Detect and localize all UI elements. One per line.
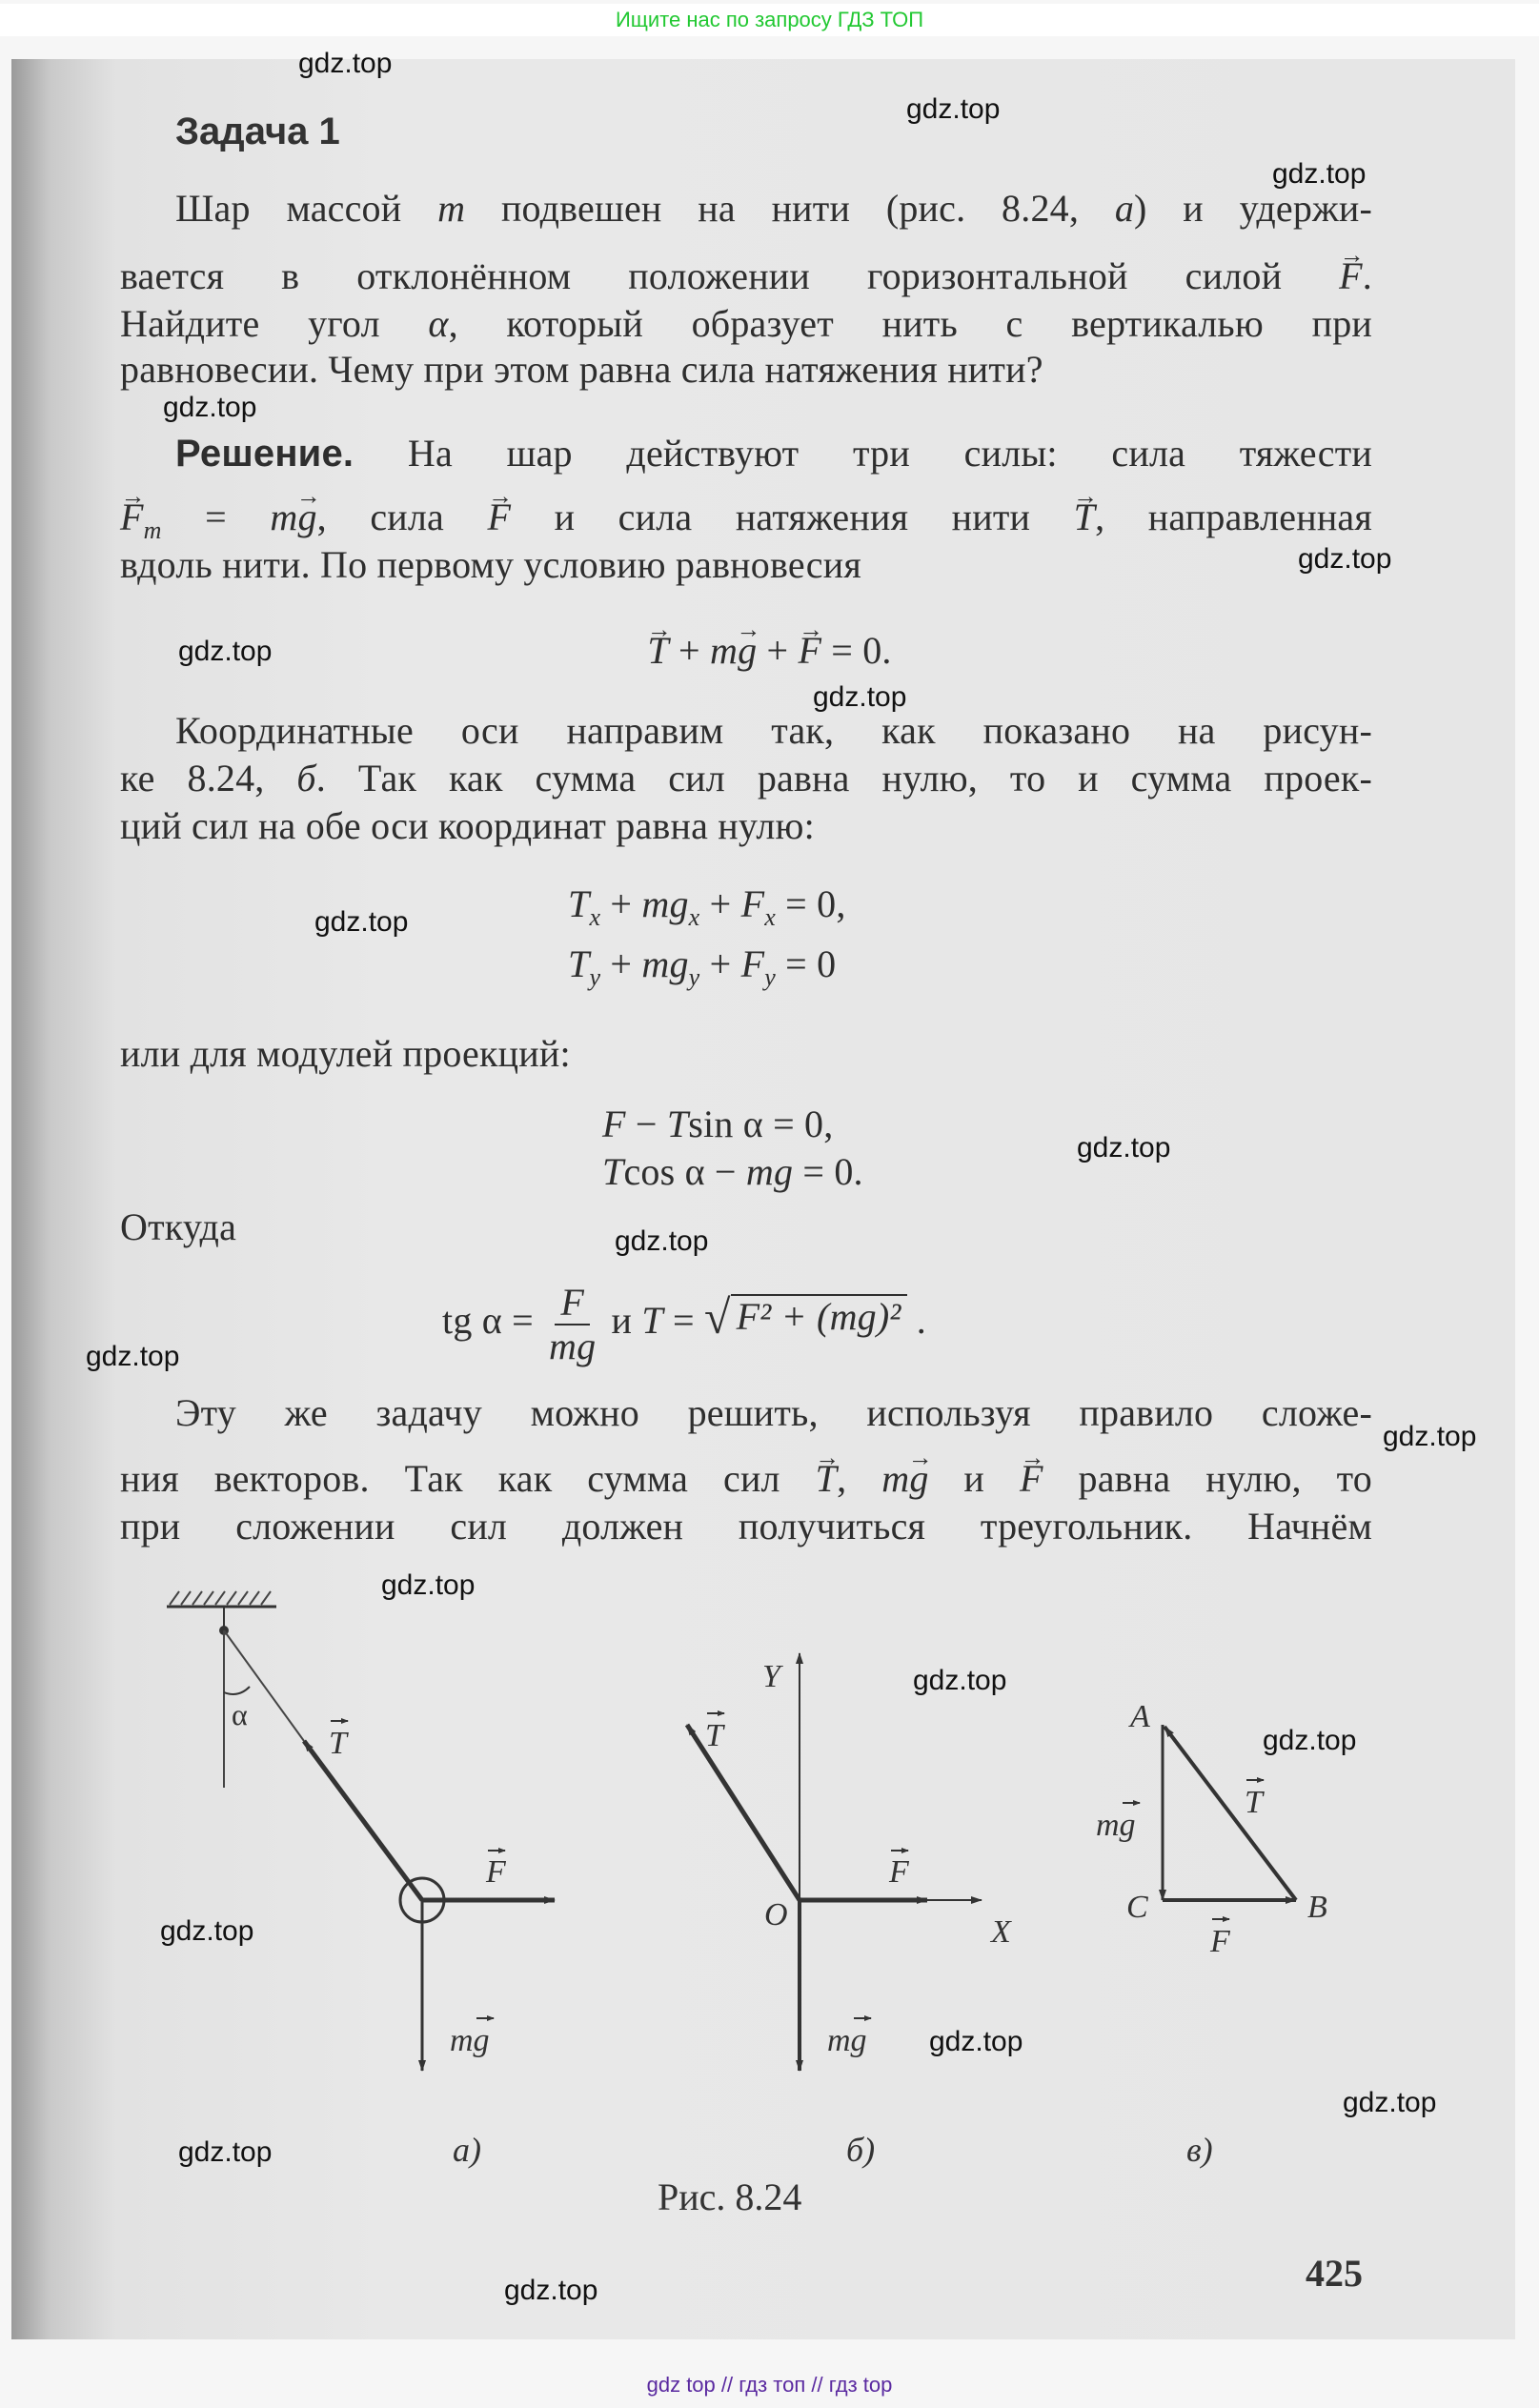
text-run: или для модулей проекций:: [120, 1032, 571, 1075]
text-run: = 0.: [793, 1150, 863, 1193]
text-run: На шар действуют три силы: сила тяжести: [354, 432, 1372, 475]
italic-symbol: а: [1114, 187, 1135, 230]
text-run: и: [928, 1457, 1020, 1500]
figure-b: [687, 1653, 1012, 2169]
watermark: gdz.top: [1272, 158, 1367, 190]
text-run: +: [600, 882, 642, 925]
italic-symbol: F: [602, 1103, 626, 1145]
watermark: gdz.top: [913, 1665, 1007, 1696]
text-run: .: [1362, 254, 1372, 297]
text-run: , направленная: [1095, 496, 1372, 538]
tension-arrow: [687, 1725, 800, 1900]
caption-a: а): [453, 2131, 481, 2169]
mg-label: mg: [450, 2023, 490, 2058]
watermark: gdz.top: [160, 1915, 254, 1947]
text-run: ) и удержи-: [1134, 187, 1372, 230]
text-run: = 0,: [775, 882, 846, 925]
text-run: cos α −: [623, 1150, 746, 1193]
vector-symbol: → F: [487, 494, 511, 541]
text-run: при сложении сил должен получиться треугольник. Начнём: [120, 1505, 1372, 1548]
square-root: √ F² + (mg)²: [704, 1294, 907, 1338]
italic-symbol: F: [740, 942, 765, 985]
vector-symbol: → F: [1020, 1455, 1043, 1503]
subscript: т: [143, 516, 162, 544]
caption-c: в): [1186, 2131, 1213, 2169]
problem-title: Задача 1: [175, 111, 340, 152]
watermark: gdz.top: [298, 48, 393, 79]
text-run: равновесии. Чему при этом равна сила натяжения нити?: [120, 348, 1043, 391]
bold-label: Решение.: [175, 433, 354, 475]
text-run: равна нулю, то: [1043, 1457, 1373, 1500]
search-banner[interactable]: Ищите нас по запросу ГДЗ ТОП: [0, 4, 1539, 36]
text-run: +: [699, 882, 741, 925]
f-label: F: [486, 1854, 506, 1890]
origin-label: O: [764, 1897, 788, 1932]
watermark: gdz.top: [1263, 1725, 1357, 1756]
t-label: T: [1245, 1785, 1263, 1820]
vector-symbol: → T: [647, 627, 668, 675]
page-number: 425: [1306, 2252, 1363, 2295]
italic-symbol: m: [270, 496, 298, 538]
text-run: +: [668, 629, 710, 672]
subscript: y: [688, 963, 700, 991]
ceiling-hatching: [170, 1591, 271, 1605]
text-run: = 0: [775, 942, 837, 985]
italic-symbol: F: [740, 882, 765, 925]
text-run: Откуда: [120, 1205, 237, 1248]
formula-t: T: [641, 1299, 663, 1343]
text-run: = 0.: [821, 629, 892, 672]
text-run: =: [161, 496, 271, 538]
text-run: , сила: [316, 496, 488, 538]
italic-symbol: T: [666, 1103, 689, 1145]
fraction-denominator: mg: [549, 1325, 597, 1367]
text-run: вается в отклонённом положении горизонтальной силой: [120, 254, 1340, 297]
text-run: Найдите угол: [120, 302, 429, 345]
watermark: gdz.top: [813, 681, 907, 713]
f-label: F: [1210, 1924, 1230, 1959]
italic-symbol: m: [437, 187, 466, 230]
watermark: gdz.top: [1298, 543, 1392, 575]
text-run: +: [699, 942, 741, 985]
angle-arc: [224, 1687, 250, 1694]
vector-symbol: → F: [1339, 253, 1363, 300]
vector-symbol: → g: [297, 494, 316, 541]
figure-a: [167, 1591, 555, 2169]
watermark: gdz.top: [314, 906, 409, 938]
t-label: T: [705, 1718, 723, 1753]
point-c-label: C: [1126, 1890, 1148, 1925]
text-run: Координатные оси направим так, как показано на рисун-: [175, 709, 1372, 752]
formula-eq: =: [662, 1299, 695, 1343]
vector-symbol: → g: [909, 1455, 928, 1503]
text-run: Шар массой: [175, 187, 438, 230]
caption-b: б): [846, 2131, 876, 2169]
y-axis-label: Y: [762, 1659, 780, 1694]
formula-end: .: [906, 1299, 926, 1343]
watermark: gdz.top: [178, 636, 273, 667]
watermark: gdz.top: [929, 2026, 1023, 2057]
vector-symbol: → F: [798, 627, 821, 675]
text-run: ций сил на обе оси координат равна нулю:: [120, 804, 815, 847]
mg-label: mg: [827, 2023, 867, 2058]
text-run: ,: [837, 1457, 882, 1500]
italic-symbol: mg: [641, 942, 689, 985]
formula-and: и: [601, 1299, 642, 1343]
text-run: и сила натяжения нити: [511, 496, 1074, 538]
t-label: T: [329, 1726, 347, 1761]
italic-symbol: T: [568, 882, 590, 925]
text-run: sin α = 0,: [688, 1103, 834, 1145]
fraction-numerator: F: [555, 1282, 590, 1325]
alpha-label: α: [232, 1697, 248, 1731]
figure-caption: Рис. 8.24: [658, 2175, 802, 2218]
watermark: gdz.top: [86, 1341, 180, 1372]
italic-symbol: mg: [641, 882, 689, 925]
vector-symbol: → T: [816, 1455, 837, 1503]
italic-symbol: m: [709, 629, 739, 672]
text-run: +: [600, 942, 642, 985]
text-run: +: [757, 629, 799, 672]
mg-label: mg: [1096, 1808, 1136, 1843]
text-run: подвешен на нити (рис. 8.24,: [465, 187, 1115, 230]
vector-symbol: → F: [120, 494, 144, 541]
f-label: F: [889, 1854, 909, 1890]
watermark: gdz.top: [163, 392, 257, 423]
italic-symbol: mg: [745, 1150, 794, 1193]
italic-symbol: б: [296, 757, 316, 799]
vector-symbol: → g: [738, 627, 757, 675]
subscript: y: [764, 963, 776, 991]
text-run: вдоль нити. По первому условию равновесия: [120, 543, 861, 586]
watermark: gdz.top: [1383, 1421, 1477, 1452]
watermark: gdz.top: [906, 93, 1001, 125]
subscript: y: [589, 963, 601, 991]
vector-symbol: → T: [1074, 494, 1095, 541]
watermark: gdz.top: [1343, 2087, 1437, 2118]
italic-symbol: T: [568, 942, 590, 985]
subscript: x: [764, 903, 776, 931]
watermark: gdz.top: [381, 1569, 476, 1601]
radicand: F² + (mg)²: [731, 1294, 907, 1338]
text-run: ке 8.24,: [120, 757, 297, 799]
text-run: −: [625, 1103, 667, 1145]
text-run: . Так как сумма сил равна нулю, то и сумма проек-: [315, 757, 1372, 799]
watermark: gdz.top: [178, 2136, 273, 2168]
point-b-label: B: [1307, 1890, 1327, 1925]
tension-arrow: [304, 1741, 422, 1900]
text-run: , который образует нить с вертикалью при: [448, 302, 1372, 345]
italic-symbol: α: [428, 302, 449, 345]
watermark: gdz.top: [504, 2275, 598, 2306]
watermark: gdz.top: [615, 1225, 709, 1257]
footer-links[interactable]: gdz top // гдз топ // гдз top: [646, 2373, 893, 2397]
text-run: Эту же задачу можно решить, используя правило сложе-: [175, 1391, 1372, 1434]
x-axis-label: X: [991, 1914, 1011, 1950]
italic-symbol: m: [881, 1457, 910, 1500]
formula-lhs: tg α =: [442, 1299, 534, 1343]
point-a-label: A: [1130, 1699, 1150, 1734]
watermark: gdz.top: [1077, 1132, 1171, 1164]
italic-symbol: T: [602, 1150, 624, 1193]
figure-c: [1096, 1699, 1327, 2169]
text-run: ния векторов. Так как сумма сил: [120, 1457, 816, 1500]
subscript: x: [688, 903, 700, 931]
subscript: x: [589, 903, 601, 931]
